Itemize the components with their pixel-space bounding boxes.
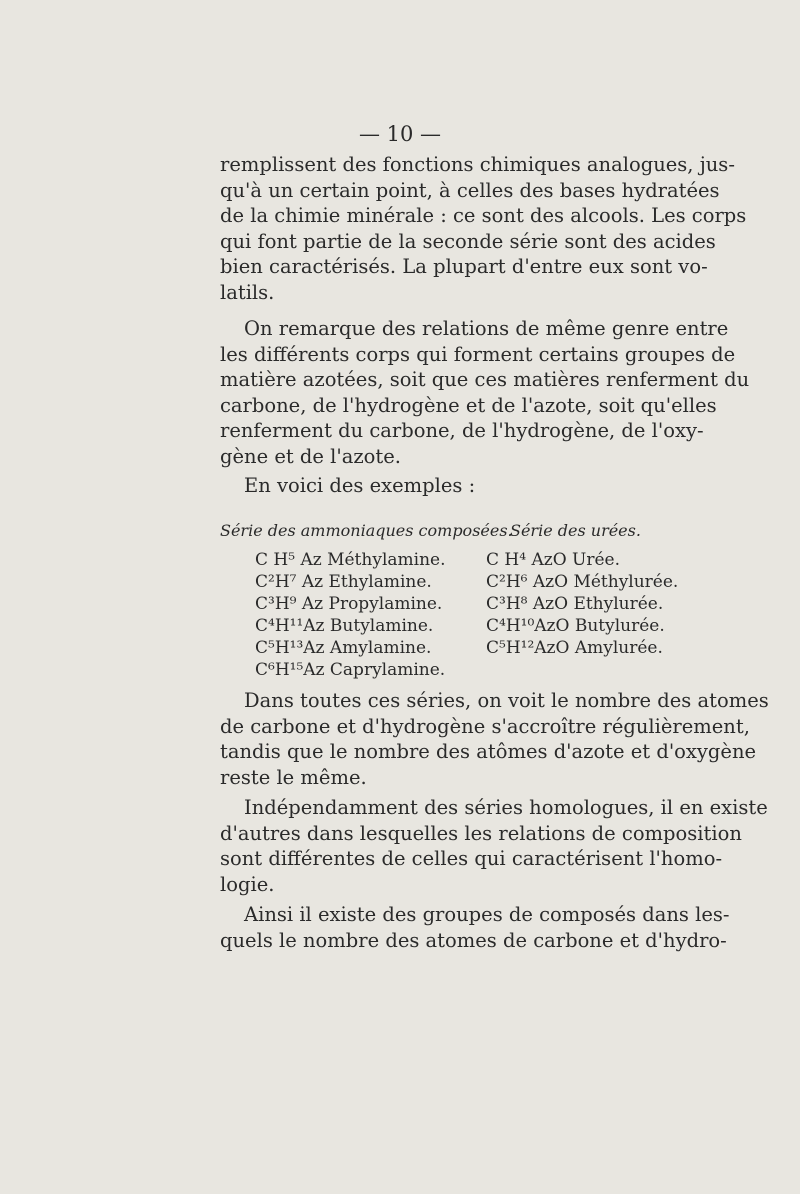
list-item: C³H⁸ AzO Ethylurée. <box>486 594 664 614</box>
list-item: C⁶H¹⁵Az Caprylamine. <box>255 660 446 680</box>
paragraph-1 <box>220 152 747 306</box>
paragraph-line: logie. <box>220 872 275 896</box>
paragraph-line: On remarque des relations de même genre entre <box>244 317 729 340</box>
list-item: C⁴H¹¹Az Butylamine. <box>255 616 434 636</box>
page-number: — 10 — <box>358 122 442 146</box>
paragraph-line: qu'à un certain point, à celles des bases hydratées <box>220 178 720 202</box>
paragraph-line: Dans toutes ces séries, on voit le nombre des atomes <box>244 689 769 712</box>
paragraph-line: sont différentes de celles qui caractérisent l'homo- <box>220 847 723 871</box>
paragraph-line: renferment du carbone, de l'hydrogène, de l'oxy- <box>220 419 704 443</box>
paragraph-line: tandis que le nombre des atômes d'azote et d'oxygène <box>220 740 757 764</box>
paragraph-line: Indépendamment des séries homologues, il en existe <box>244 796 768 819</box>
paragraph-2 <box>220 316 750 470</box>
paragraph-line: matière azotées, soit que ces matières renferment du <box>220 368 750 392</box>
paragraph-line: bien caractérisés. La plupart d'entre eux sont vo- <box>220 255 708 279</box>
ammoniaques-list <box>255 549 446 681</box>
series-title-urees: Série des urées. <box>510 521 641 540</box>
list-item: C⁴H¹⁰AzO Butylurée. <box>486 616 665 636</box>
list-item: C⁵H¹³Az Amylamine. <box>255 638 432 658</box>
list-item: C⁵H¹²AzO Amylurée. <box>486 638 663 658</box>
paragraph-line: latils. <box>220 280 275 304</box>
paragraph-6 <box>220 902 730 953</box>
urees-list <box>486 549 678 659</box>
paragraph-line: de la chimie minérale : ce sont des alcools. Les corps <box>220 204 747 228</box>
paragraph-line: En voici des exemples : <box>244 474 476 497</box>
list-item: C²H⁷ Az Ethylamine. <box>255 572 432 592</box>
paragraph-4 <box>220 688 769 790</box>
paragraph-line: de carbone et d'hydrogène s'accroître régulièrement, <box>220 714 750 738</box>
list-item: C H⁴ AzO Urée. <box>486 550 621 570</box>
paragraph-5 <box>220 795 768 897</box>
list-item: C H⁵ Az Méthylamine. <box>255 550 446 570</box>
paragraph-line: d'autres dans lesquelles les relations de composition <box>220 821 742 845</box>
paragraph-3 <box>220 473 696 499</box>
paragraph-line: quels le nombre des atomes de carbone et d'hydro- <box>220 928 727 952</box>
series-title-ammoniaques: Série des ammoniaques composées. <box>220 521 513 540</box>
paragraph-line: carbone, de l'hydrogène et de l'azote, soit qu'elles <box>220 393 717 417</box>
paragraph-line: remplissent des fonctions chimiques analogues, jus- <box>220 153 735 176</box>
paragraph-line: qui font partie de la seconde série sont des acides <box>220 229 716 253</box>
paragraph-line: les différents corps qui forment certains groupes de <box>220 342 736 366</box>
paragraph-line: Ainsi il existe des groupes de composés dans les- <box>244 903 730 926</box>
list-item: C²H⁶ AzO Méthylurée. <box>486 572 679 592</box>
paragraph-line: gène et de l'azote. <box>220 444 401 468</box>
list-item: C³H⁹ Az Propylamine. <box>255 594 443 614</box>
paragraph-line: reste le même. <box>220 765 367 789</box>
